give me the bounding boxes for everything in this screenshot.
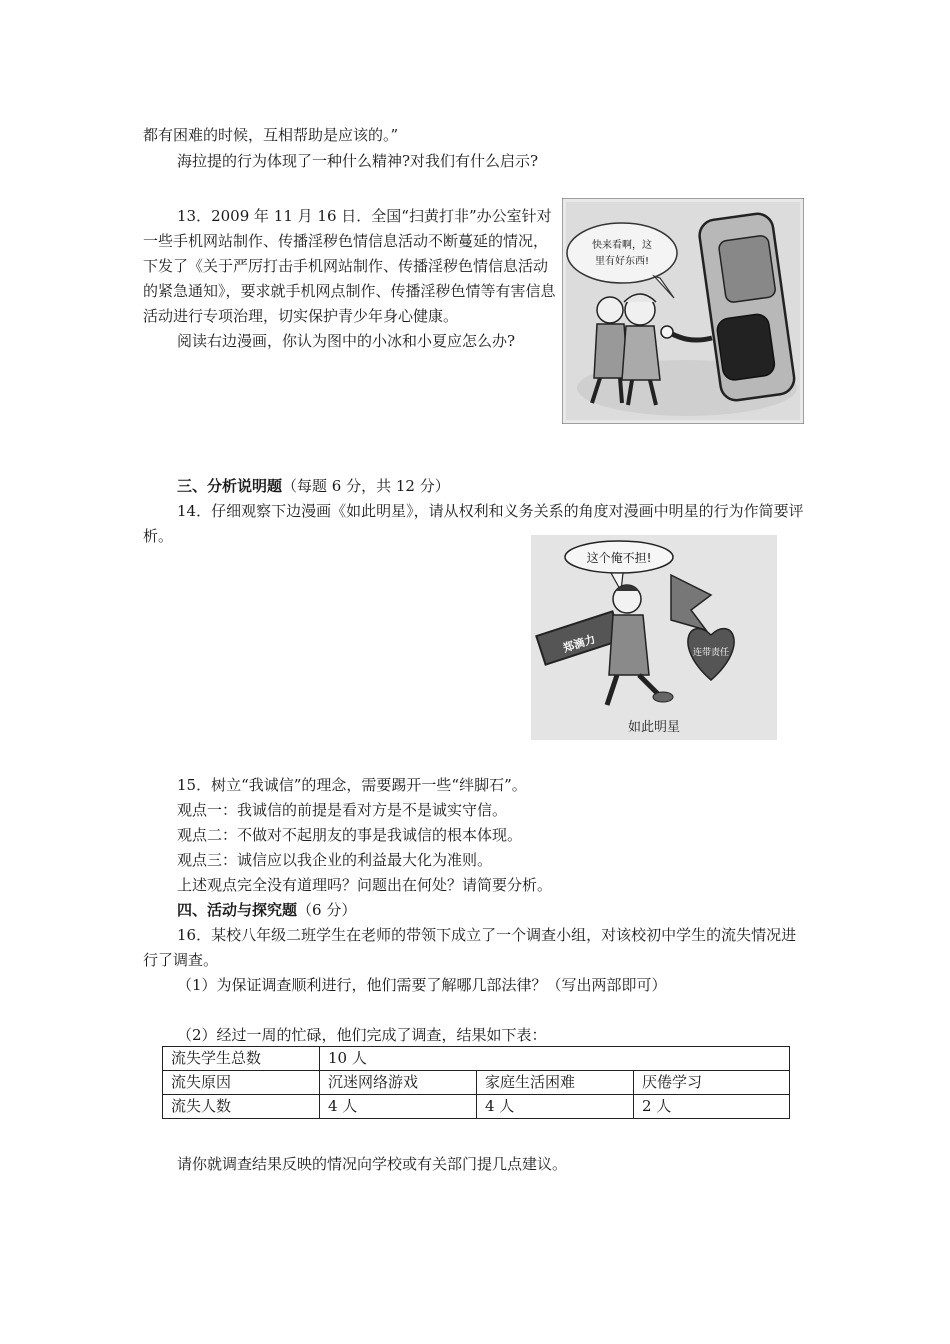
section-3-heading [143, 474, 807, 499]
section-4-heading [143, 898, 807, 923]
table-cell: 沉迷网络游戏 [320, 1071, 477, 1095]
table-row [163, 1095, 790, 1119]
intro-question: 海拉提的行为体现了一种什么精神?对我们有什么启示? [177, 152, 539, 170]
table-cell: 流失人数 [163, 1095, 320, 1119]
q15-question: 上述观点完全没有道理吗？问题出在何处？请简要分析。 [177, 876, 553, 894]
section-4-title: 四、活动与探究题 [177, 901, 298, 919]
q15-view-2: 观点二：不做对不起朋友的事是我诚信的根本体现。 [177, 826, 523, 844]
phone-cartoon-bubble-1: 快来看啊，这 [592, 240, 652, 251]
phone-cartoon-image [562, 198, 804, 424]
q13-paragraph: 13．2009 年 11 月 16 日．全国“扫黄打非”办公室针对一些手机网站制作、传播淫秽色情信息活动不断蔓延的情况，下发了《关于严厉打击手机网站制作、传播淫秽色情信息活动的紧急通知》，要求就手机网点制作、传播淫秽色情等有害信息活动进行专项治理，切实保护青少年身心健康。 [143, 207, 556, 325]
question-14: 14．仔细观察下边漫画《如此明星》，请从权利和义务关系的角度对漫画中明星的行为作简要评析。 [143, 502, 804, 545]
q15-view-1: 观点一：我诚信的前提是看对方是不是诚实守信。 [177, 801, 508, 819]
q16-sub-1: （1）为保证调查顺利进行，他们需要了解哪几部法律？（写出两部即可） [177, 976, 667, 994]
star-cartoon-bubble: 这个俺不担! [586, 551, 652, 565]
q16-sub-2: （2）经过一周的忙碌，他们完成了调查，结果如下表： [177, 1026, 547, 1044]
q15-view-3: 观点三：诚信应以我企业的利益最大化为准则。 [177, 851, 493, 869]
star-cartoon-image [531, 535, 777, 740]
question-15: 15．树立“我诚信”的理念，需要踢开一些“绊脚石”。 [177, 776, 527, 794]
table-cell: 4 人 [477, 1095, 634, 1119]
table-row [163, 1071, 790, 1095]
star-cartoon-heart-label: 连带责任 [692, 648, 730, 658]
table-cell: 2 人 [634, 1095, 790, 1119]
table-cell: 10 人 [320, 1047, 790, 1071]
table-row [163, 1047, 790, 1071]
q16-question: 请你就调查结果反映的情况向学校或有关部门提几点建议。 [177, 1155, 568, 1173]
question-16: 16．某校八年级二班学生在老师的带领下成立了一个调查小组，对该校初中学生的流失情况进行了调查。 [143, 926, 797, 969]
survey-table [162, 1046, 790, 1119]
table-cell: 4 人 [320, 1095, 477, 1119]
phone-cartoon-bubble-2: 里有好东西! [594, 256, 650, 267]
intro-line-1: 都有困难的时候，互相帮助是应该的。” [143, 126, 399, 144]
section-3-title: 三、分析说明题 [177, 477, 283, 495]
question-13 [143, 204, 558, 354]
svg-text:郑滴力: 郑滴力 [561, 632, 597, 655]
table-cell: 流失原因 [163, 1071, 320, 1095]
section-3-score: （每题 6 分，共 12 分） [282, 477, 450, 495]
section-4-score: （6 分） [297, 901, 357, 919]
star-cartoon-caption: 如此明星 [627, 720, 681, 735]
table-cell: 流失学生总数 [163, 1047, 320, 1071]
table-cell: 家庭生活困难 [477, 1071, 634, 1095]
table-cell: 厌倦学习 [634, 1071, 790, 1095]
q13-question: 阅读右边漫画，你认为图中的小冰和小夏应怎么办? [177, 332, 516, 350]
